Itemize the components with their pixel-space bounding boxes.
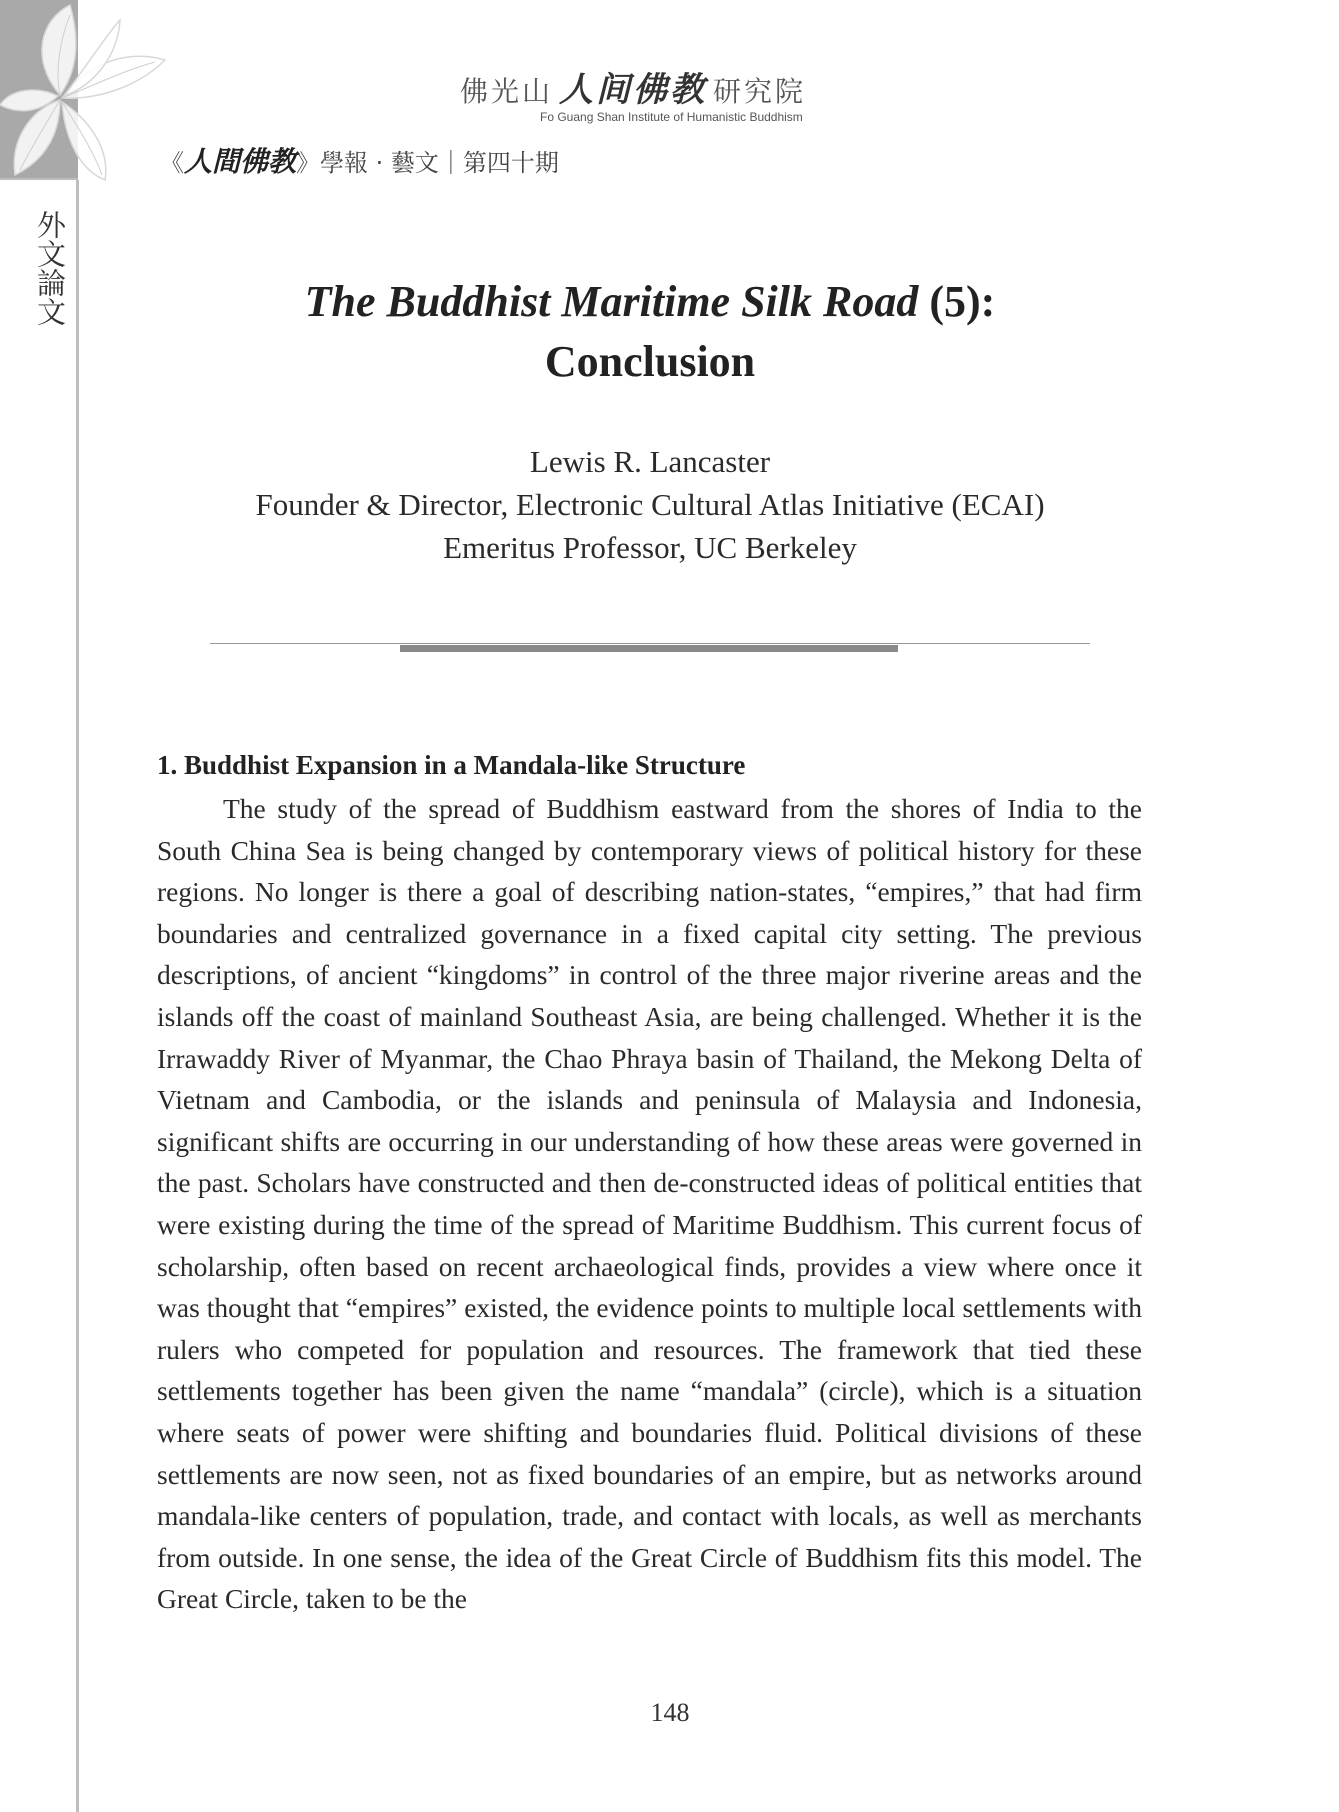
section-heading: 1. Buddhist Expansion in a Mandala-like Structure <box>157 750 746 780</box>
author-affiliation-1: Founder & Director, Electronic Cultural Atlas Initiative (ECAI) <box>255 487 1045 522</box>
institute-suffix: 研究院 <box>713 75 807 108</box>
body-paragraph: The study of the spread of Buddhism eastward from the shores of India to the South China Sea is being changed by contemporary views of political history for these regions. No longer is there a goal of describing nation-states, “empires,” that had firm boundaries and centralized governance in a fixed capital city setting. The previous descriptions, of ancient “kingdoms” in control of the three major riverine areas and the islands off the coast of mainland Southeast Asia, are being challenged. Whether it is the Irrawaddy River of Myanmar, the Chao Phraya basin of Thailand, the Mekong Delta of Vietnam and Cambodia, or the islands and peninsula of Malaysia and Indonesia, significant shifts are occurring in our understanding of how these areas were governed in the past. Scholars have constructed and then de-constructed ideas of political entities that were existing during the time of the spread of Maritime Buddhism. This current focus of scholarship, often based on recent archaeological finds, provides a view where once it was thought that “empires” existed, the evidence points to multiple local settlements with rulers who competed for population and resources. The framework that tied these settlements together has been given the name “mandala” (circle), which is a situation where seats of power were shifting and boundaries fluid. Political divisions of these settlements are now seen, not as fixed boundaries of an empire, but as networks around mandala-like centers of population, trade, and contact with locals, as well as merchants from outside. In one sense, the idea of the Great Circle of Buddhism fits this model. The Great Circle, taken to be the <box>157 793 1142 1615</box>
author-affiliation-2: Emeritus Professor, UC Berkeley <box>443 530 857 565</box>
institute-name-cn <box>460 62 880 111</box>
journal-header <box>160 140 680 180</box>
page-number: 148 <box>650 1698 690 1727</box>
title-part-number: (5): <box>918 277 996 326</box>
author-name: Lewis R. Lancaster <box>529 444 771 479</box>
journal-open-bracket: 《 <box>160 149 184 177</box>
title-line2: Conclusion <box>544 337 756 386</box>
side-label: 外文論文 <box>33 210 67 326</box>
institute-prefix: 佛光山 <box>460 75 554 108</box>
author-block <box>150 440 1150 569</box>
institute-brand: 人间佛教 <box>559 70 708 110</box>
title-italic: The Buddhist Maritime Silk Road <box>304 277 919 326</box>
separator-thin <box>210 643 1090 644</box>
lotus-flower-icon <box>0 0 180 185</box>
paper-title <box>180 272 1120 392</box>
journal-brand: 人間佛教 <box>184 145 297 178</box>
institute-name-en: Fo Guang Shan Institute of Humanistic Buddhism <box>540 110 803 124</box>
journal-issue: 》學報 · 藝文｜第四十期 <box>296 149 559 177</box>
separator-thick <box>400 645 898 652</box>
corner-divider <box>0 178 78 180</box>
margin-rule <box>76 180 79 1812</box>
